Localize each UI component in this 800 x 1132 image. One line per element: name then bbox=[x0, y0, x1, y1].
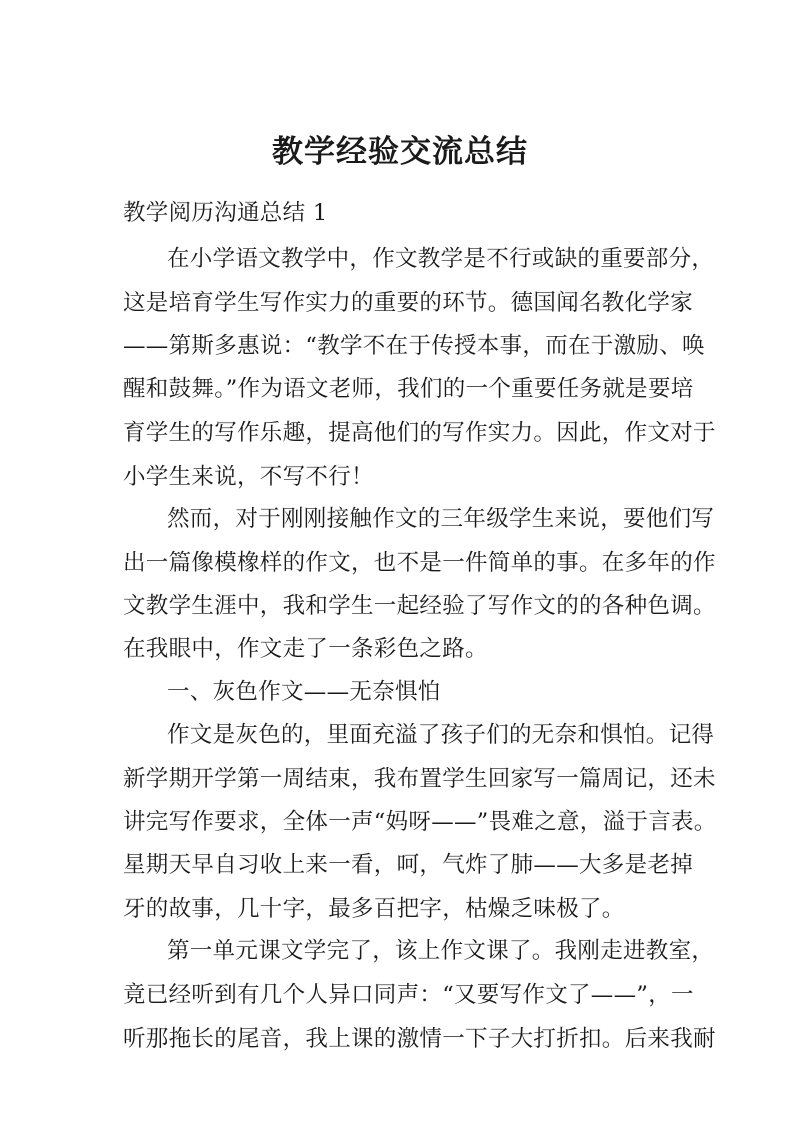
paragraph-line: 讲完写作要求，全体一声“妈呀——”畏难之意，溢于言表。 bbox=[123, 809, 717, 835]
paragraph-line: 醒和鼓舞。”作为语文老师，我们的一个重要任务就是要培 bbox=[123, 376, 694, 402]
paragraph-line: 然而，对于刚刚接触作文的三年级学生来说，要他们写 bbox=[167, 506, 715, 532]
section-subtitle: 教学阅历沟通总结 1 bbox=[123, 200, 328, 226]
paragraph-line: 在我眼中，作文走了一条彩色之路。 bbox=[123, 636, 488, 662]
paragraph-line: 小学生来说，不写不行！ bbox=[123, 464, 374, 490]
section-heading: 一、灰色作文——无奈惧怕 bbox=[167, 679, 441, 705]
document-title: 教学经验交流总结 bbox=[272, 134, 528, 170]
paragraph-line: 星期天早自习收上来一看，呵，气炸了肺——大多是老掉 bbox=[123, 852, 694, 878]
paragraph-line: 作文是灰色的，里面充溢了孩子们的无奈和惧怕。记得 bbox=[167, 722, 715, 748]
paragraph-line: ——第斯多惠说：“教学不在于传授本事，而在于激励、唤 bbox=[123, 333, 705, 359]
paragraph-line: 在小学语文教学中，作文教学是不行或缺的重要部分， bbox=[167, 246, 715, 272]
paragraph-line: 新学期开学第一周结束，我布置学生回家写一篇周记，还未 bbox=[123, 766, 716, 792]
paragraph-line: 竟已经听到有几个人异口同声：“又要写作文了——”，一 bbox=[123, 982, 694, 1008]
paragraph-line: 出一篇像模橡样的作文，也不是一件简单的事。在多年的作 bbox=[123, 550, 716, 576]
paragraph-line: 文教学生涯中，我和学生一起经验了写作文的的各种色调。 bbox=[123, 593, 716, 619]
paragraph-line: 育学生的写作乐趣，提高他们的写作实力。因此，作文对于 bbox=[123, 420, 716, 446]
paragraph-line: 牙的故事，几十字，最多百把字，枯燥乏味极了。 bbox=[123, 896, 625, 922]
paragraph-line: 这是培育学生写作实力的重要的环节。德国闻名教化学家 bbox=[123, 290, 694, 316]
paragraph-line: 听那拖长的尾音，我上课的激情一下子大打折扣。后来我耐 bbox=[123, 1026, 716, 1052]
paragraph-line: 第一单元课文学完了，该上作文课了。我刚走进教室， bbox=[167, 938, 715, 964]
